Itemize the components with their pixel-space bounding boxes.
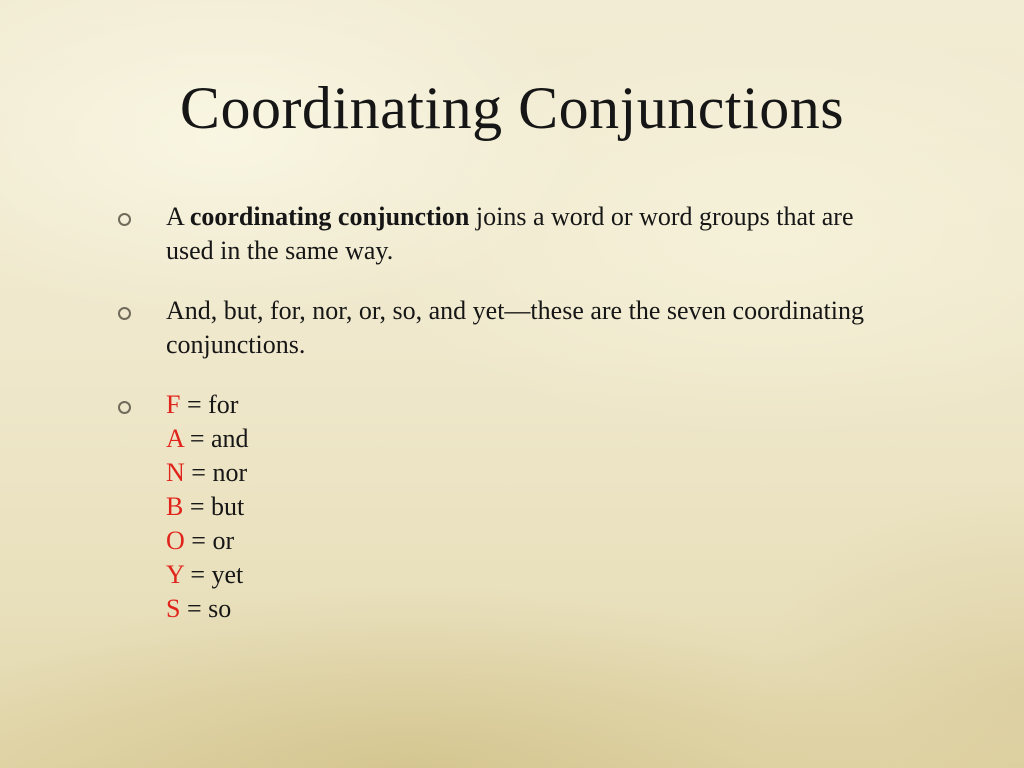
acronym-meaning: = nor bbox=[184, 458, 248, 487]
acronym-letter: N bbox=[166, 458, 185, 487]
slide-title: Coordinating Conjunctions bbox=[179, 75, 845, 141]
hollow-circle-bullet-icon bbox=[118, 307, 131, 320]
acronym-line-f bbox=[166, 388, 898, 422]
acronym-letter: Y bbox=[166, 560, 184, 589]
bullet-definition bbox=[118, 200, 898, 268]
acronym-line-o bbox=[166, 524, 898, 558]
acronym-letter: F bbox=[166, 390, 181, 419]
definition-suffix: joins a word or word groups that are used in the same way. bbox=[166, 202, 854, 265]
acronym-meaning: = yet bbox=[183, 560, 244, 589]
definition-prefix: A bbox=[166, 202, 190, 231]
bullet-list-of-conjunctions bbox=[118, 294, 898, 362]
acronym-letter: A bbox=[166, 424, 184, 453]
acronym-letter: S bbox=[166, 594, 181, 623]
acronym-meaning: = and bbox=[183, 424, 249, 453]
bullet-list bbox=[118, 200, 898, 652]
acronym-line-n bbox=[166, 456, 898, 490]
acronym-line-s bbox=[166, 592, 898, 626]
acronym-meaning: = for bbox=[180, 390, 239, 419]
bullet-acronym bbox=[118, 388, 898, 626]
acronym-meaning: = but bbox=[183, 492, 245, 521]
acronym-line-y bbox=[166, 558, 898, 592]
acronym-line-b bbox=[166, 490, 898, 524]
acronym-line-a bbox=[166, 422, 898, 456]
acronym-meaning: = so bbox=[180, 594, 232, 623]
hollow-circle-bullet-icon bbox=[118, 213, 131, 226]
acronym-meaning: = or bbox=[184, 526, 235, 555]
acronym-letter: B bbox=[166, 492, 184, 521]
acronym-letter: O bbox=[166, 526, 185, 555]
conjunctions-text: And, but, for, nor, or, so, and yet—these are the seven coordinating conjunctions. bbox=[166, 296, 864, 359]
definition-term: coordinating conjunction bbox=[189, 202, 470, 231]
hollow-circle-bullet-icon bbox=[118, 401, 131, 414]
